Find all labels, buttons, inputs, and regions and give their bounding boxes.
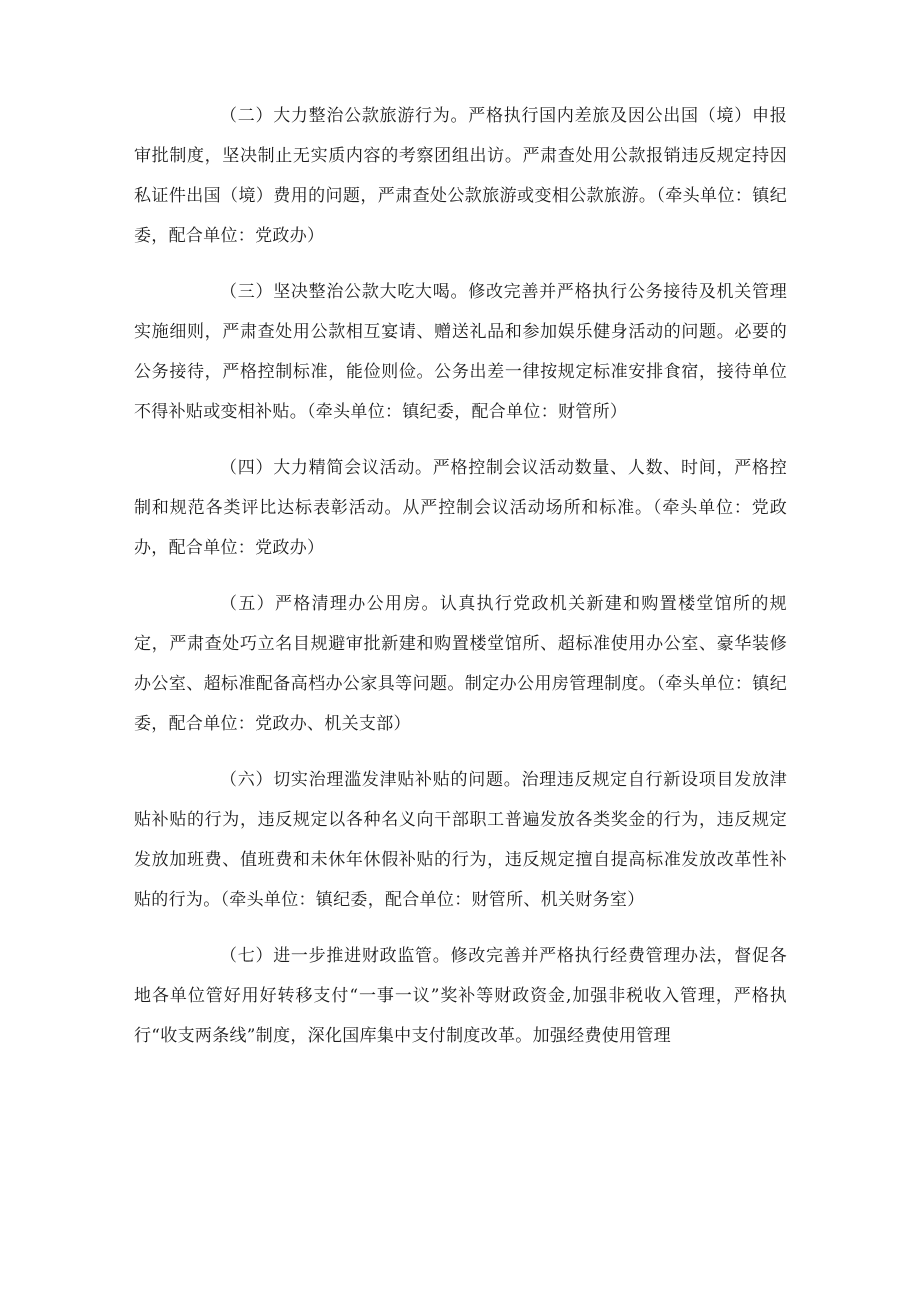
paragraph-2: （二）大力整治公款旅游行为。严格执行国内差旅及因公出国（境）申报审批制度，坚决制止无实质内容的考察团组出访。严肃查处用公款报销违反规定持因私证件出国（境）费用的问题，严肃查处公款旅游或变相公款旅游。（牵头单位：镇纪委，配合单位：党政办） [134,106,787,246]
paragraph-4: （四）大力精简会议活动。严格控制会议活动数量、人数、时间，严格控制和规范各类评比达标表彰活动。从严控制会议活动场所和标准。（牵头单位：党政办，配合单位：党政办） [134,458,787,558]
paragraph-3: （三）坚决整治公款大吃大喝。修改完善并严格执行公务接待及机关管理实施细则，严肃查处用公款相互宴请、赠送礼品和参加娱乐健身活动的问题。必要的公务接待，严格控制标准，能俭则俭。公务出差一律按规定标准安排食宿，接待单位不得补贴或变相补贴。（牵头单位：镇纪委，配合单位：财管所） [134,282,787,422]
document-body [134,96,787,1056]
paragraph-6: （六）切实治理滥发津贴补贴的问题。治理违反规定自行新设项目发放津贴补贴的行为，违反规定以各种名义向干部职工普遍发放各类奖金的行为，违反规定发放加班费、值班费和未休年休假补贴的行为，违反规定擅自提高标准发放改革性补贴的行为。（牵头单位：镇纪委，配合单位：财管所、机关财务室） [134,770,787,910]
paragraph-7: （七）进一步推进财政监管。修改完善并严格执行经费管理办法，督促各地各单位管好用好转移支付“一事一议”奖补等财政资金,加强非税收入管理，严格执行“收支两条线”制度，深化国库集中支付制度改革。加强经费使用管理 [134,946,787,1046]
paragraph-5: （五）严格清理办公用房。认真执行党政机关新建和购置楼堂馆所的规定，严肃查处巧立名目规避审批新建和购置楼堂馆所、超标准使用办公室、豪华装修办公室、超标准配备高档办公家具等问题。制定办公用房管理制度。（牵头单位：镇纪委，配合单位：党政办、机关支部） [134,594,787,734]
